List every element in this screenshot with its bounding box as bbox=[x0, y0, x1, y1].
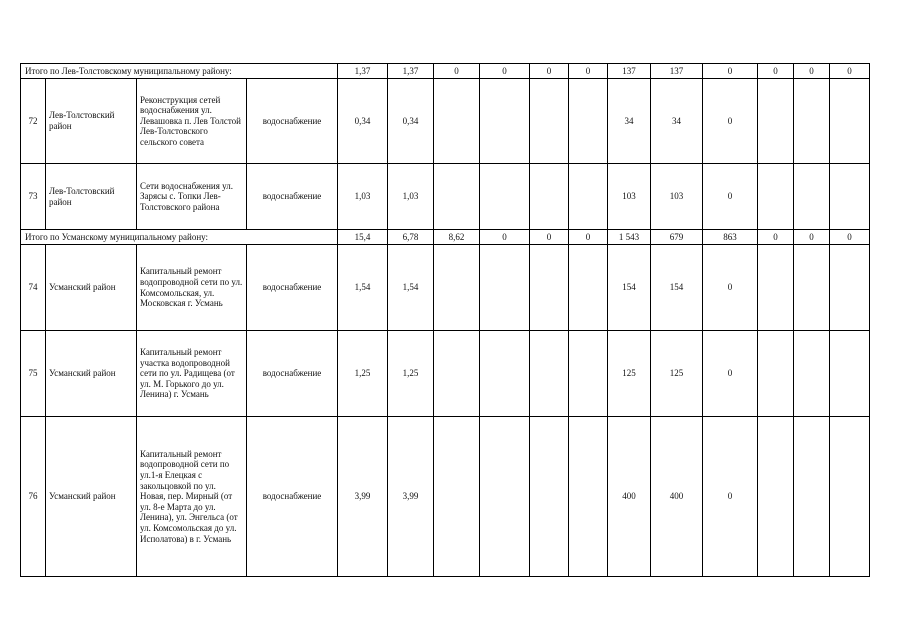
value-cell bbox=[569, 245, 608, 331]
value-cell bbox=[480, 79, 530, 164]
value-cell bbox=[569, 331, 608, 417]
value-cell: 400 bbox=[651, 417, 703, 577]
object-cell: Капитальный ремонт участка водопроводной сети по ул. Радищева (от ул. М. Горького до ул. Ленина) г. Усмань bbox=[137, 331, 247, 417]
value-cell: 0 bbox=[830, 230, 870, 245]
value-cell: 679 bbox=[651, 230, 703, 245]
value-cell: 1,54 bbox=[338, 245, 388, 331]
value-cell bbox=[794, 164, 830, 230]
type-cell: водоснабжение bbox=[247, 79, 338, 164]
value-cell: 1,37 bbox=[388, 64, 434, 79]
district-cell: Усманский район bbox=[46, 245, 137, 331]
value-cell bbox=[830, 164, 870, 230]
value-cell: 137 bbox=[608, 64, 651, 79]
value-cell: 1,03 bbox=[338, 164, 388, 230]
total-label: Итого по Усманскому муниципальному району: bbox=[21, 230, 338, 245]
value-cell bbox=[530, 245, 569, 331]
value-cell bbox=[434, 417, 480, 577]
value-cell bbox=[758, 331, 794, 417]
object-cell: Капитальный ремонт водопроводной сети по ул.1-я Елецкая с закольцовкой по ул. Новая, пер. Мирный (от ул. 8-е Марта до ул. Ленина), ул. Энгельса (от ул. Комсомольская до ул. Исполатова) в г. Усмань bbox=[137, 417, 247, 577]
value-cell bbox=[794, 417, 830, 577]
value-cell: 3,99 bbox=[388, 417, 434, 577]
value-cell: 103 bbox=[651, 164, 703, 230]
value-cell bbox=[830, 245, 870, 331]
row-number: 74 bbox=[21, 245, 46, 331]
value-cell: 0 bbox=[530, 230, 569, 245]
district-cell: Лев-Толстовский район bbox=[46, 164, 137, 230]
value-cell: 0 bbox=[480, 230, 530, 245]
value-cell: 6,78 bbox=[388, 230, 434, 245]
value-cell bbox=[758, 164, 794, 230]
table-row bbox=[21, 245, 870, 331]
row-number: 76 bbox=[21, 417, 46, 577]
value-cell: 125 bbox=[608, 331, 651, 417]
value-cell bbox=[830, 331, 870, 417]
value-cell bbox=[434, 245, 480, 331]
value-cell bbox=[569, 79, 608, 164]
value-cell: 125 bbox=[651, 331, 703, 417]
value-cell: 1,03 bbox=[388, 164, 434, 230]
value-cell bbox=[434, 164, 480, 230]
value-cell: 3,99 bbox=[338, 417, 388, 577]
value-cell: 0,34 bbox=[338, 79, 388, 164]
value-cell: 0 bbox=[794, 230, 830, 245]
value-cell: 0 bbox=[703, 245, 758, 331]
table-body bbox=[21, 64, 870, 577]
table-row bbox=[21, 417, 870, 577]
value-cell: 863 bbox=[703, 230, 758, 245]
type-cell: водоснабжение bbox=[247, 245, 338, 331]
document-sheet bbox=[20, 63, 870, 577]
value-cell: 34 bbox=[608, 79, 651, 164]
value-cell: 0 bbox=[703, 331, 758, 417]
value-cell bbox=[530, 417, 569, 577]
value-cell bbox=[830, 79, 870, 164]
district-cell: Усманский район bbox=[46, 331, 137, 417]
type-cell: водоснабжение bbox=[247, 417, 338, 577]
total-row bbox=[21, 64, 870, 79]
value-cell: 0 bbox=[569, 230, 608, 245]
value-cell bbox=[758, 417, 794, 577]
object-cell: Капитальный ремонт водопроводной сети по ул. Комсомольская, ул. Московская г. Усмань bbox=[137, 245, 247, 331]
type-cell: водоснабжение bbox=[247, 331, 338, 417]
value-cell: 0 bbox=[758, 64, 794, 79]
value-cell: 154 bbox=[608, 245, 651, 331]
value-cell: 34 bbox=[651, 79, 703, 164]
district-cell: Усманский район bbox=[46, 417, 137, 577]
value-cell bbox=[434, 331, 480, 417]
value-cell: 0 bbox=[703, 417, 758, 577]
value-cell: 154 bbox=[651, 245, 703, 331]
investment-table bbox=[20, 63, 870, 577]
value-cell: 0 bbox=[434, 64, 480, 79]
value-cell bbox=[480, 164, 530, 230]
value-cell: 8,62 bbox=[434, 230, 480, 245]
value-cell bbox=[434, 79, 480, 164]
value-cell: 1 543 bbox=[608, 230, 651, 245]
table-row bbox=[21, 164, 870, 230]
row-number: 73 bbox=[21, 164, 46, 230]
type-cell: водоснабжение bbox=[247, 164, 338, 230]
value-cell: 0 bbox=[830, 64, 870, 79]
table-row bbox=[21, 331, 870, 417]
value-cell: 137 bbox=[651, 64, 703, 79]
value-cell: 0 bbox=[480, 64, 530, 79]
value-cell: 400 bbox=[608, 417, 651, 577]
value-cell bbox=[530, 331, 569, 417]
row-number: 75 bbox=[21, 331, 46, 417]
value-cell: 0 bbox=[569, 64, 608, 79]
value-cell: 0 bbox=[703, 79, 758, 164]
value-cell: 1,37 bbox=[338, 64, 388, 79]
value-cell bbox=[530, 164, 569, 230]
value-cell: 0,34 bbox=[388, 79, 434, 164]
value-cell bbox=[569, 417, 608, 577]
table-row bbox=[21, 79, 870, 164]
value-cell: 1,25 bbox=[388, 331, 434, 417]
value-cell bbox=[794, 331, 830, 417]
value-cell bbox=[794, 245, 830, 331]
value-cell: 1,54 bbox=[388, 245, 434, 331]
value-cell bbox=[530, 79, 569, 164]
object-cell: Реконструкция сетей водоснабжения ул. Левашовка п. Лев Толстой Лев-Толстовского сельского совета bbox=[137, 79, 247, 164]
row-number: 72 bbox=[21, 79, 46, 164]
value-cell: 0 bbox=[794, 64, 830, 79]
value-cell bbox=[480, 245, 530, 331]
value-cell: 0 bbox=[703, 164, 758, 230]
value-cell: 0 bbox=[530, 64, 569, 79]
district-cell: Лев-Толстовский район bbox=[46, 79, 137, 164]
value-cell: 1,25 bbox=[338, 331, 388, 417]
value-cell: 0 bbox=[758, 230, 794, 245]
value-cell bbox=[569, 164, 608, 230]
value-cell: 0 bbox=[703, 64, 758, 79]
value-cell bbox=[794, 79, 830, 164]
value-cell: 15,4 bbox=[338, 230, 388, 245]
value-cell bbox=[758, 245, 794, 331]
value-cell bbox=[758, 79, 794, 164]
total-row bbox=[21, 230, 870, 245]
total-label: Итого по Лев-Толстовскому муниципальному району: bbox=[21, 64, 338, 79]
object-cell: Сети водоснабжения ул. Зарясы с. Топки Лев-Толстовского района bbox=[137, 164, 247, 230]
value-cell bbox=[480, 417, 530, 577]
value-cell bbox=[830, 417, 870, 577]
value-cell: 103 bbox=[608, 164, 651, 230]
value-cell bbox=[480, 331, 530, 417]
